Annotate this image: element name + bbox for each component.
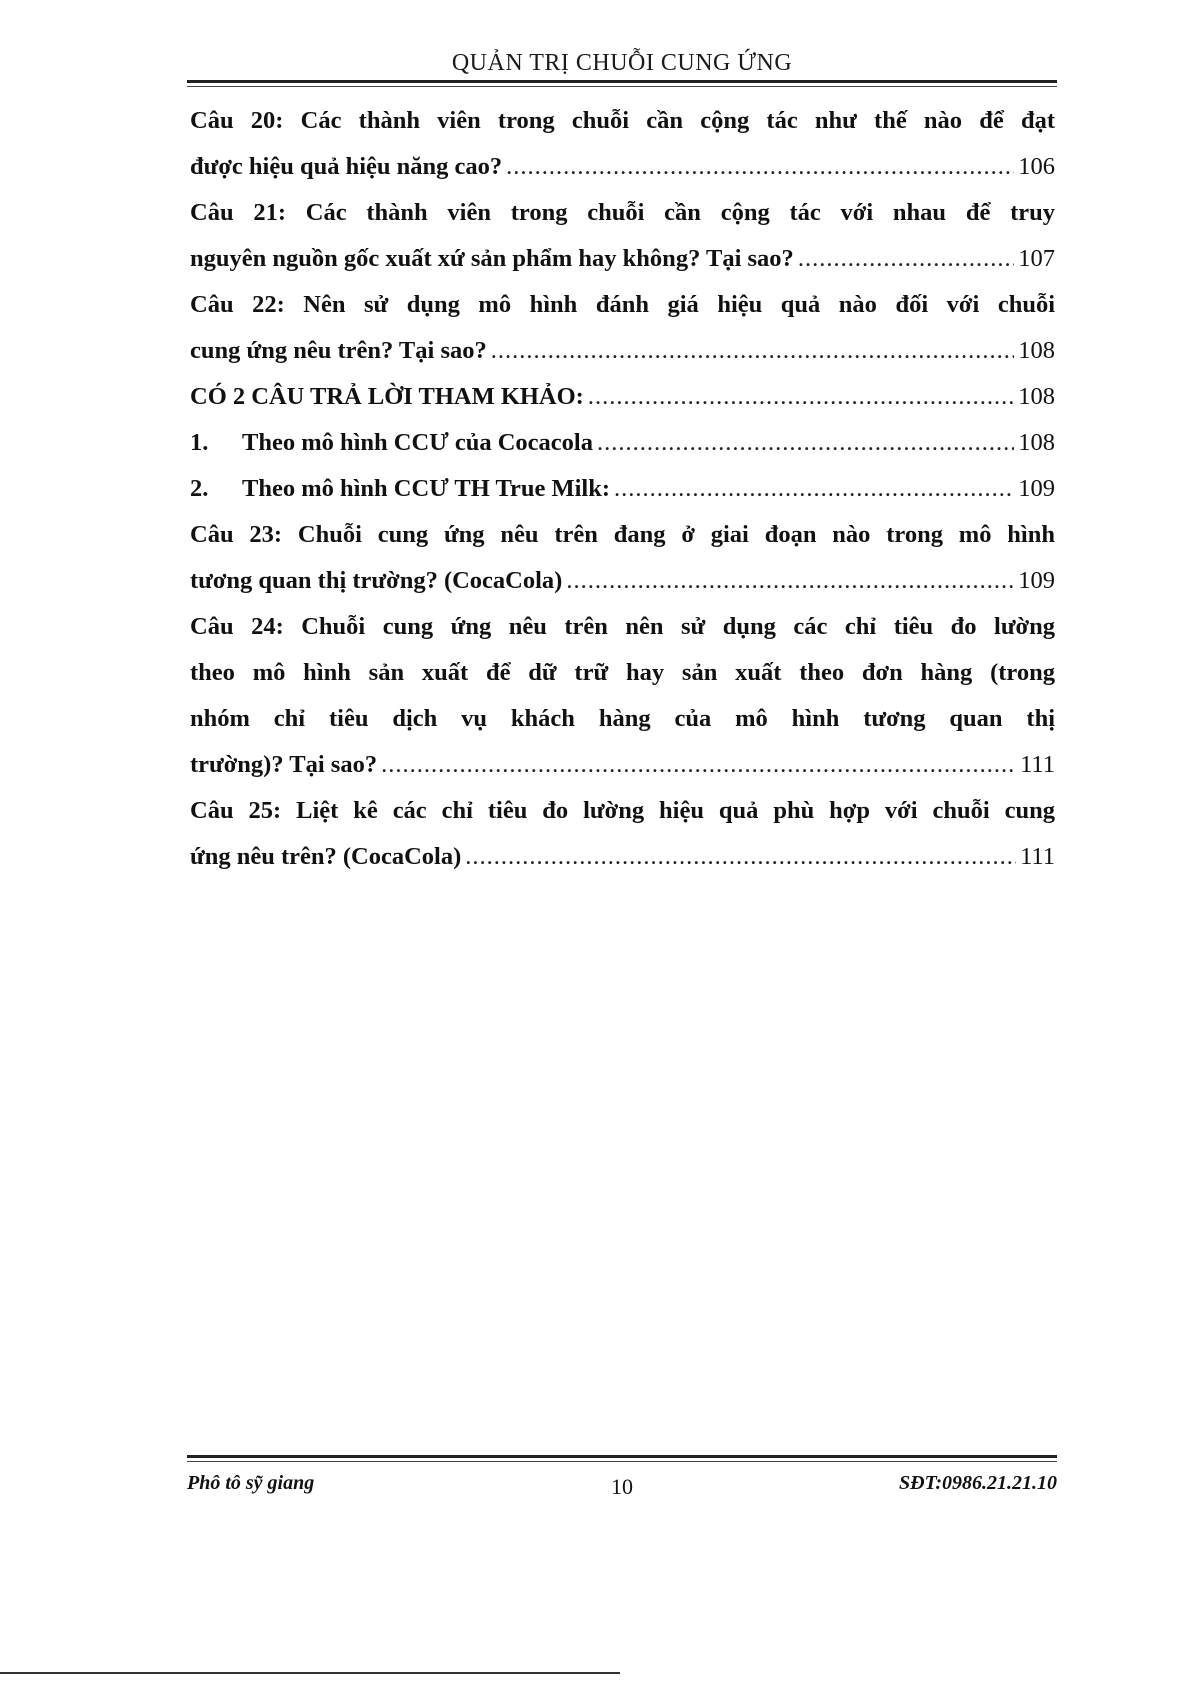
- scan-edge-line: [0, 1672, 620, 1674]
- dot-leader: [566, 558, 1014, 604]
- toc-entry-line: Câu 20: Các thành viên trong chuỗi cần cộng tác như thế nào để đạt: [190, 107, 1055, 134]
- toc-entry[interactable]: [190, 282, 1055, 374]
- toc-page-number: 111: [1020, 751, 1055, 778]
- toc-entry-leader-line: [190, 558, 1055, 604]
- dot-leader: [465, 834, 1016, 880]
- footer-shop-name: Phô tô sỹ giang: [187, 1472, 315, 1494]
- header-rule-thin: [187, 86, 1057, 87]
- toc-entry-line: Câu 24: Chuỗi cung ứng nêu trên nên sử dụng các chỉ tiêu đo lường: [190, 613, 1055, 640]
- toc-entry-title: ứng nêu trên? (CocaCola): [190, 843, 462, 870]
- footer-rule-thin: [187, 1461, 1057, 1462]
- toc-entry-title: tương quan thị trường? (CocaCola): [190, 567, 563, 594]
- toc-entry-title: cung ứng nêu trên? Tại sao?: [190, 337, 487, 364]
- toc-entry-title: được hiệu quả hiệu năng cao?: [190, 153, 503, 180]
- toc-page-number: 108: [1018, 337, 1055, 364]
- footer-phone: SĐT:0986.21.21.10: [899, 1472, 1057, 1494]
- toc-entry-title: trường)? Tại sao?: [190, 751, 378, 778]
- toc-entry-leader-line: [190, 236, 1055, 282]
- toc-page-number: 109: [1018, 567, 1055, 594]
- toc-entry-line: theo mô hình sản xuất để dữ trữ hay sản xuất theo đơn hàng (trong: [190, 659, 1055, 686]
- toc-entry[interactable]: [190, 604, 1055, 788]
- toc-entry[interactable]: [190, 466, 1055, 512]
- toc-page-number: 109: [1018, 475, 1055, 502]
- dot-leader: [588, 374, 1014, 420]
- toc-entry-leader-line: [190, 742, 1055, 788]
- dot-leader: [381, 742, 1016, 788]
- toc-entry[interactable]: [190, 98, 1055, 190]
- toc-entry-line: Câu 22: Nên sử dụng mô hình đánh giá hiệu quả nào đối với chuỗi: [190, 291, 1055, 318]
- toc-entry[interactable]: [190, 420, 1055, 466]
- toc-entry[interactable]: [190, 374, 1055, 420]
- toc-page-number: 106: [1018, 153, 1055, 180]
- toc-page-number: 111: [1020, 843, 1055, 870]
- toc-entry-leader-line: [190, 834, 1055, 880]
- toc-page-number: 108: [1018, 383, 1055, 410]
- page-number: 10: [611, 1474, 633, 1499]
- footer-rule-thick: [187, 1455, 1057, 1458]
- toc-entry-leader-line: [190, 144, 1055, 190]
- toc-page-number: 108: [1018, 429, 1055, 456]
- toc-entry-leader-line: [190, 466, 1055, 512]
- toc-entry-line: Câu 23: Chuỗi cung ứng nêu trên đang ở giai đoạn nào trong mô hình: [190, 521, 1055, 548]
- toc-entry-title: Theo mô hình CCƯ của Cocacola: [242, 429, 593, 456]
- toc-entry-line: nhóm chỉ tiêu dịch vụ khách hàng của mô hình tương quan thị: [190, 705, 1055, 732]
- toc-item-number: 1.: [190, 429, 209, 456]
- toc-entry-leader-line: [190, 420, 1055, 466]
- toc-entry-leader-line: [190, 374, 1055, 420]
- table-of-contents: [190, 98, 1055, 880]
- toc-entry-line: Câu 21: Các thành viên trong chuỗi cần cộng tác với nhau để truy: [190, 199, 1055, 226]
- dot-leader: [597, 420, 1014, 466]
- toc-item-number: 2.: [190, 475, 209, 502]
- dot-leader: [614, 466, 1014, 512]
- dot-leader: [798, 236, 1014, 282]
- toc-entry-leader-line: [190, 328, 1055, 374]
- dot-leader: [506, 144, 1014, 190]
- toc-entry-line: Câu 25: Liệt kê các chỉ tiêu đo lường hiệu quả phù hợp với chuỗi cung: [190, 797, 1055, 824]
- page-header-title: QUẢN TRỊ CHUỖI CUNG ỨNG: [451, 50, 793, 76]
- toc-page-number: 107: [1018, 245, 1055, 272]
- page-footer: [187, 1472, 1057, 1502]
- toc-entry[interactable]: [190, 788, 1055, 880]
- toc-entry-title: CÓ 2 CÂU TRẢ LỜI THAM KHẢO:: [190, 383, 584, 410]
- toc-entry[interactable]: [190, 512, 1055, 604]
- toc-entry[interactable]: [190, 190, 1055, 282]
- header-rule-thick: [187, 80, 1057, 83]
- toc-entry-title: nguyên nguồn gốc xuất xứ sản phẩm hay không? Tại sao?: [190, 245, 794, 272]
- toc-entry-title: Theo mô hình CCƯ TH True Milk:: [242, 475, 611, 502]
- dot-leader: [491, 328, 1015, 374]
